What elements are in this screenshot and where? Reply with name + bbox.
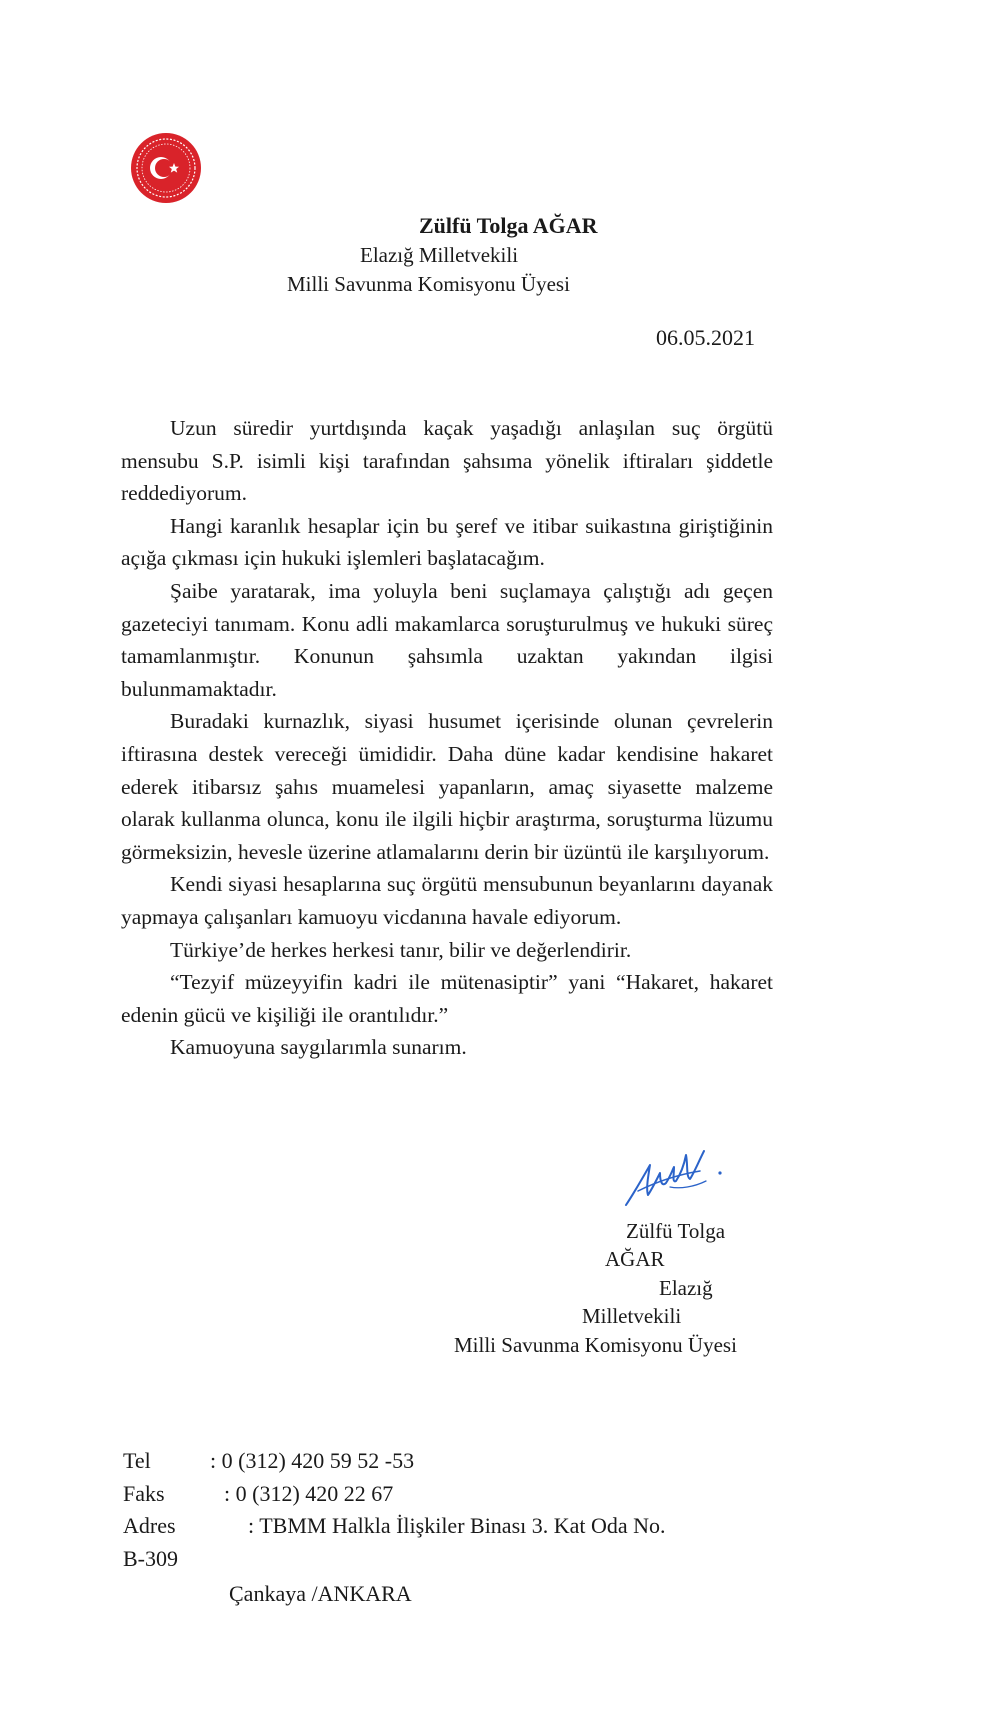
- address-value: : TBMM Halkla İlişkiler Binası 3. Kat Oda No.: [248, 1513, 666, 1538]
- signer-line: Milletvekili: [582, 1304, 682, 1328]
- tel-value: : 0 (312) 420 59 52 -53: [210, 1448, 415, 1473]
- header-name: Zülfü Tolga AĞAR: [419, 213, 598, 238]
- signer-line: Elazığ: [659, 1276, 713, 1300]
- paragraph: Kamuoyuna saygılarımla sunarım.: [170, 1035, 467, 1060]
- fax-label: Faks: [123, 1481, 165, 1506]
- paragraph: Buradaki kurnazlık, siyasi husumet içerisinde olunan çevrelerin iftirasına destek vereceği ümididir. Daha düne kadar kendisine hakaret ederek itibarsız şahıs muamelesi yapanların, amaç siyasette malzeme olarak kullanma olunca, konu ile ilgili hiçbir araştırma, soruşturma lüzumu görmeksizin, hevesle üzerine atlamalarını derin bir üzüntü ile karşılıyorum.: [121, 709, 773, 864]
- letter-date: 06.05.2021: [656, 325, 755, 350]
- signer-line: AĞAR: [605, 1247, 665, 1271]
- paragraph: “Tezyif müzeyyifin kadri ile mütenasiptir” yani “Hakaret, hakaret edenin gücü ve kişiliği ile orantılıdır.”: [121, 970, 773, 1027]
- paragraph: Şaibe yaratarak, ima yoluyla beni suçlamaya çalıştığı adı geçen gazeteciyi tanımam. Konu adli makamlarca soruşturulmuş ve hukuki süreç tamamlanmıştır. Konunun şahsımla uzaktan yakından ilgisi bulunmamaktadır.: [121, 578, 773, 701]
- header-title-line1: Elazığ Milletvekili: [360, 243, 519, 267]
- letter-body: [121, 412, 773, 1064]
- signer-line: Zülfü Tolga: [626, 1219, 726, 1243]
- address-city: Çankaya /ANKARA: [229, 1581, 412, 1606]
- signature-icon: [620, 1143, 728, 1211]
- paragraph: Uzun süredir yurtdışında kaçak yaşadığı anlaşılan suç örgütü mensubu S.P. isimli kişi tarafından şahsıma yönelik iftiraları şiddetle reddediyorum.: [121, 416, 773, 506]
- fax-value: : 0 (312) 420 22 67: [224, 1481, 394, 1506]
- paragraph: Türkiye’de herkes herkesi tanır, bilir ve değerlendirir.: [170, 937, 632, 962]
- tel-label: Tel: [123, 1448, 151, 1473]
- header-title-line2: Milli Savunma Komisyonu Üyesi: [287, 272, 570, 296]
- signer-line: Milli Savunma Komisyonu Üyesi: [454, 1333, 737, 1357]
- paragraph: Kendi siyasi hesaplarına suç örgütü mensubunun beyanlarını dayanak yapmaya çalışanları kamuoyu vicdanına havale ediyorum.: [121, 872, 773, 929]
- address-label: Adres: [123, 1513, 176, 1538]
- address-room: B-309: [123, 1546, 178, 1571]
- paragraph: Hangi karanlık hesaplar için bu şeref ve itibar suikastına giriştiğinin açığa çıkması için hukuki işlemleri başlatacağım.: [121, 513, 773, 571]
- tbmm-emblem-icon: [130, 132, 202, 204]
